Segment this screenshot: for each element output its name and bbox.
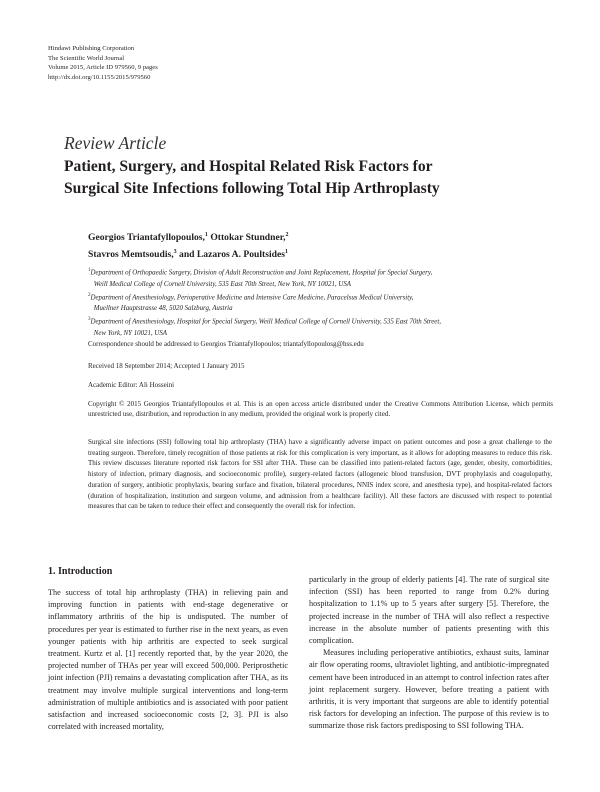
author-name: Georgios Triantafyllopoulos,	[88, 232, 205, 244]
affiliations	[88, 265, 553, 339]
author-affil-mark: 1	[204, 232, 208, 238]
right-column	[309, 574, 549, 733]
publisher-name: Hindawi Publishing Corporation	[48, 45, 135, 52]
body-paragraph: particularly in the group of elderly patients [4]. The rate of surgical site infection (SSI) has been reported to range from 0.2% during hospitalization to 1.1% up to 5 years after surgery [5]. Therefore, the projected increase in the number of THA will also reflect a respective increase in the absolute number of patients presenting with this complication.	[309, 575, 549, 646]
body-paragraph: The success of total hip arthroplasty (THA) in relieving pain and improving function in patients with end-stage degenerative or inflammatory arthritis of the hip is undisputed. The number of procedures per year is estimated to further rise in the next years, as even younger patients with hip arthritis are expected to seek surgical treatment. Kurtz et al. [1] recently reported that, by the year 2020, the projected number of THAs per year will exceed 500,000. Periprosthetic joint infection (PJI) remains a devastating complication after THA, as its treatment may involve multiple surgical interventions and long-term administration of multiple antibiotics and is associated with poor patient satisfaction and increased socioeconomic costs [2, 3]. PJI is also correlated with increased mortality,	[48, 588, 288, 732]
author-affil-mark: 2	[285, 232, 289, 238]
affiliation-item	[88, 314, 553, 339]
article-title	[64, 156, 554, 199]
section-heading: 1. Introduction	[48, 566, 113, 577]
author-name: Ottokar Stundner,	[207, 232, 286, 244]
affiliation-item	[88, 290, 553, 315]
correspondence: Correspondence should be addressed to Georgios Triantafyllopoulos; triantafyllopoulosg@hss.edu	[88, 340, 364, 348]
abstract: Surgical site infections (SSI) following total hip arthroplasty (THA) have a significantly adverse impact on patient outcomes and pose a great challenge to the treating surgeon. Therefore, timely recognition of those patients at risk for this complication is very important, as it allows for adopting measures to reduce this risk. This review discusses literature reported risk factors for SSI after THA. These can be classified into patient-related factors (age, gender, obesity, comorbidities, history of infection, primary diagnosis, and socioeconomic profile), surgery-related factors (allogeneic blood transfusion, DVT prophylaxis and coagulopathy, duration of surgery, antibiotic prophylaxis, bearing surface and fixation, bilateral procedures, NNIS index score, and anesthesia type), and hospital-related factors (duration of hospitalization, institution and surgeon volume, and admission from a healthcare facility). All these factors are discussed with respect to potential measures that can be taken to reduce their effect and consequently the overall risk for infection.	[88, 438, 552, 511]
affiliation-text: Muellner Hauptstrasse 48, 5020 Salzburg, Austria	[93, 305, 233, 313]
affiliation-text: Department of Anesthesiology, Hospital for Special Surgery, Weill Medical College of Cornell University, 535 East 70th Street,	[90, 318, 441, 326]
received-dates: Received 18 September 2014; Accepted 1 January 2015	[88, 362, 245, 370]
journal-header	[48, 44, 158, 82]
author-list	[88, 228, 548, 262]
affiliation-item	[88, 265, 553, 290]
author-affil-mark: 3	[173, 249, 177, 256]
left-column	[48, 566, 288, 733]
affiliation-text: Weill Medical College of Cornell University, 535 East 70th Street, New York, NY 10021, USA	[93, 280, 351, 288]
affiliation-text: New York, NY 10021, USA	[93, 329, 167, 337]
title-line-1: Patient, Surgery, and Hospital Related Risk Factors for	[64, 158, 433, 175]
volume-info: Volume 2015, Article ID 979560, 9 pages	[48, 64, 158, 72]
title-line-2: Surgical Site Infections following Total Hip Arthroplasty	[64, 179, 440, 197]
affiliation-text: Department of Orthopaedic Surgery, Division of Adult Reconstruction and Joint Replacement, Hospital for Special Surgery,	[90, 269, 433, 277]
affiliation-number: 1	[88, 268, 91, 273]
copyright-notice: Copyright © 2015 Georgios Triantafyllopoulos et al. This is an open access article distributed under the Creative Commons Attribution License, which permits unrestricted use, distribution, and reproduction in any medium, provided the original work is properly cited.	[88, 400, 553, 418]
author-affil-mark: 1	[284, 249, 288, 256]
affiliation-text: Department of Anesthesiology, Perioperative Medicine and Intensive Care Medicine, Paracelsus Medical University,	[90, 294, 414, 301]
doi-link[interactable]: http://dx.doi.org/10.1155/2015/979560	[48, 73, 151, 81]
affiliation-number: 2	[88, 292, 91, 298]
author-name: and Lazaros A. Poultsides	[176, 249, 285, 261]
journal-name: The Scientific World Journal	[48, 54, 125, 62]
academic-editor: Academic Editor: Ali Hosseini	[88, 381, 175, 389]
author-name: Stavros Memtsoudis,	[88, 249, 174, 261]
article-type: Review Article	[64, 133, 167, 153]
body-paragraph: Measures including perioperative antibiotics, exhaust suits, laminar air flow operating rooms, ultraviolet lighting, and antibiotic-impregnated cement have been introduced in an attempt to control infection rates after joint replacement surgery. However, before treating a patient with arthritis, it is very important that surgeons are able to identify potential risk factors for developing an infection. The purpose of this review is to summarize those risk factors predisposing to SSI following THA.	[309, 648, 549, 731]
affiliation-number: 3	[88, 317, 91, 323]
